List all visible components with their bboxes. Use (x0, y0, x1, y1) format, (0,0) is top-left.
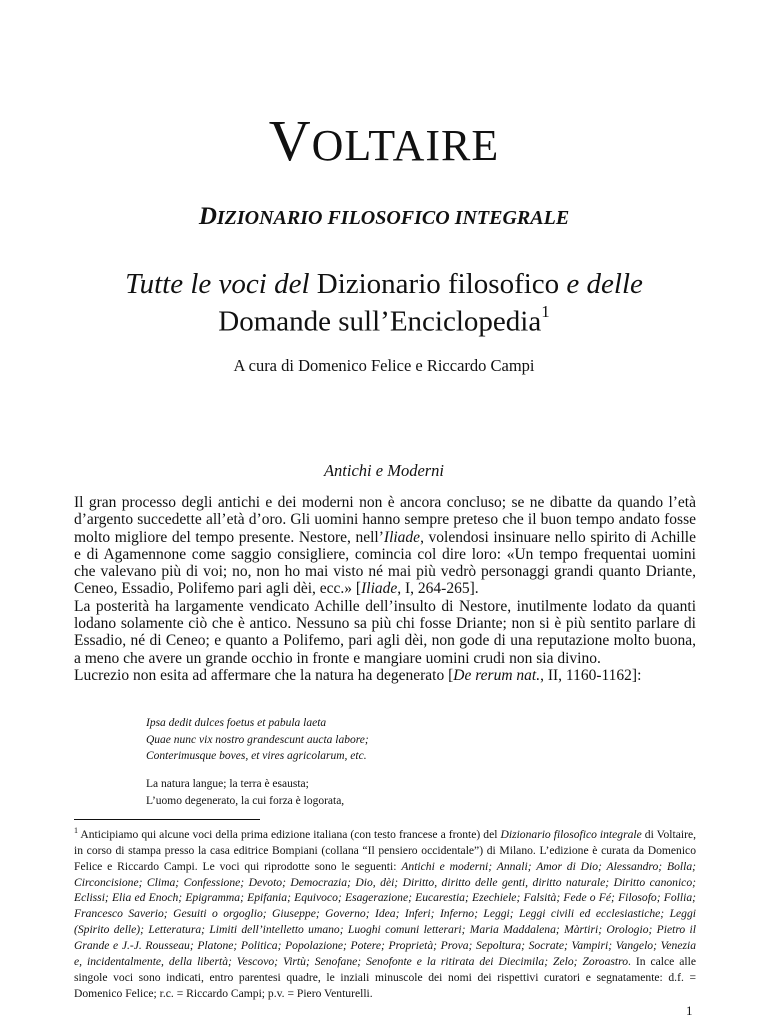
footnote-reference[interactable]: 1 (541, 302, 550, 321)
italian-quote-line: La natura langue; la terra è esausta; (146, 778, 309, 790)
curators-line: A cura di Domenico Felice e Riccardo Campi (233, 356, 535, 375)
section-title: Antichi e Moderni (323, 461, 445, 480)
italian-quote (146, 776, 646, 809)
latin-quote-line: Conterimusque boves, et vires agricolarum, etc. (146, 750, 367, 763)
title-part-1: Tutte le voci del (125, 268, 310, 300)
subtitle-rest: IZIONARIO FILOSOFICO INTEGRALE (216, 207, 570, 229)
title-line-1 (0, 270, 768, 299)
paragraph-2: La posterità ha largamente vendicato Achille dell’insulto di Nestore, inutilmente lodato da quanti lodano solamente ciò che è antico. Nessuno sa più chi fosse Driante; non si è più sentito parlare di Essadio, né di Ceneo; e quanto a Polifemo, pari agli dèi, non gode di una reputazione molto buona, a meno che avere un grande occhio in fronte e mangiare uomini crudi non sia divino. (74, 597, 696, 667)
footnote-divider (74, 819, 260, 820)
footnote-mark: 1 (74, 826, 78, 835)
page-number: 1 (686, 1003, 693, 1018)
book-subtitle (0, 203, 768, 231)
italian-quote-line: L’uomo degenerato, la cui forza è logorata, (146, 794, 345, 807)
paragraph-3: Lucrezio non esita ad affermare che la natura ha degenerato [De rerum nat., II, 1160-1162]: (74, 666, 642, 684)
latin-quote (146, 715, 646, 765)
latin-quote-line: Quae nunc vix nostro grandescunt aucta labore; (146, 733, 369, 746)
paragraph-1: Il gran processo degli antichi e dei moderni non è ancora concluso; se ne dibatte da quando l’età d’argento succedette all’età d’oro. Gli uomini hanno sempre preteso che il buon tempo andato fosse molto migliore del tempo presente. Nestore, nell’Iliade, volendosi insinuare nello spirito di Achille e di Agamennone come saggio consigliere, comincia col dire loro: «Un tempo frequentai uomini che valevano più di voi; no, non ho mai visto né mai più vedrò personaggi grandi quanto Driante, Ceneo, Essadio, Polifemo pari agli dèi, ecc.» [Iliade, I, 264-265]. (74, 494, 696, 598)
footnote: $^1$ Anticipiamo qui alcune voci della prima edizione italiana (con testo francese a fronte) del Dizionario filosofico integrale di Voltaire, in corso di stampa presso la casa editrice Bompiani (collana “Il pensiero occidentale”) di Milano. L’edizione è curata da Domenico Felice e Riccardo Campi. Le voci qui riprodotte sono le seguenti: Antichi e moderni; Annali; Amor di Dio; Alessandro; Bolla; Circoncisione; Clima; Confessione; Devoto; Democrazia; Dio, dèi; Diritto, diritto delle genti, diritto naturale; Diritto canonico; Eclissi; Elia ed Enoch; Epigramma; Epifania; Equivoco; Esagerazione; Eucarestia; Ezechiele; Falsità; Fede o Fé; Filosofo; Follia; Francesco Saverio; Gesuiti o orgoglio; Giuseppe; Governo; Idea; Inferi; Inferno; Leggi; Leggi civili ed ecclesiastiche; Leggi (Spirito delle); Letteratura; Limiti dell’intelletto umano; Luoghi comuni letterari; Maria Maddalena; Màrtiri; Orologio; Pietro il Grande e J.-J. Rousseau; Platone; Politica; Popolazione; Potere; Proprietà; Prova; Sepoltura; Socrate; Vampiri; Vangelo; Venezia e, incidentalmente, della libertà; Vescovo; Virtù; Senofane; Senofonte e la ritirata dei Diecimila; Zelo; Zoroastro. In calce alle singole voci sono indicati, entro parentesi quadre, le inziali minuscole dei nomi dei rispettivi curatori e segnatamente: d.f. = Domenico Felice; r.c. = Riccardo Campi; p.v. = Piero Venturelli. (74, 826, 697, 1000)
author-initial: V (268, 108, 312, 173)
author-rest: OLTAIRE (311, 121, 500, 170)
title-part-2: Dizionario filosofico (309, 268, 560, 300)
title-part-4: Domande sull’Enciclopedia (218, 305, 542, 338)
latin-quote-line: Ipsa dedit dulces foetus et pabula laeta (146, 717, 327, 729)
title-part-3: e delle (559, 268, 643, 300)
subtitle-initial: D (198, 203, 217, 230)
title-line-2 (0, 302, 768, 338)
author-name (0, 108, 768, 173)
body-text (74, 494, 696, 684)
